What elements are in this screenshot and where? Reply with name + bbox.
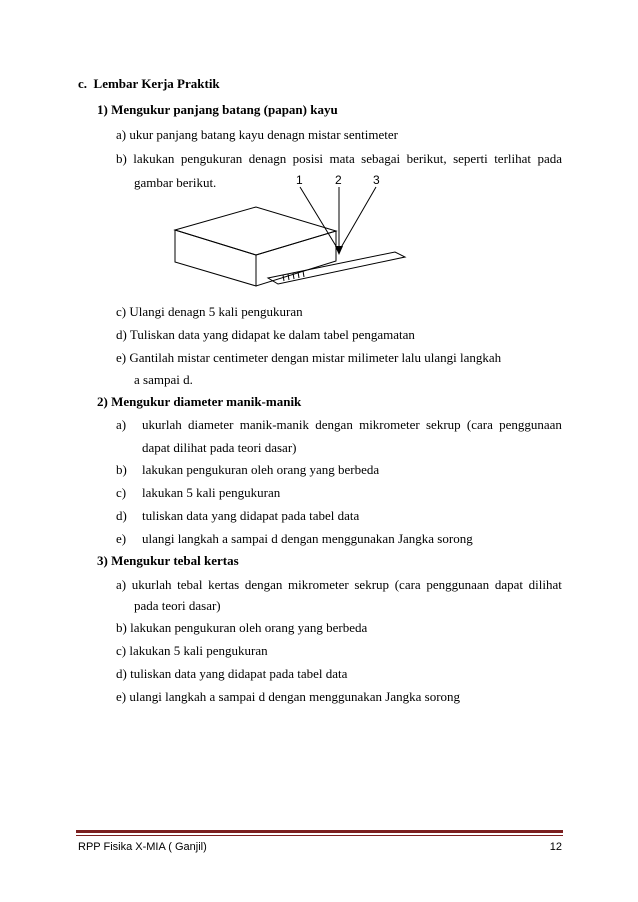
figure-label-1: 1 xyxy=(296,173,303,187)
footer-left-text: RPP Fisika X-MIA ( Ganjil) xyxy=(78,841,207,853)
word: lakukan xyxy=(133,151,175,166)
word: sekrup xyxy=(354,577,390,592)
word: seperti xyxy=(453,151,488,166)
word: mata xyxy=(329,151,355,166)
word: diameter xyxy=(187,417,234,432)
part1-item-b-continued: gambar berikut. xyxy=(134,175,217,190)
ruler-tick xyxy=(288,274,289,280)
part2-item-b: lakukan pengukuran oleh orang yang berbeda xyxy=(142,462,380,477)
part2-item-a-continued: dapat dilihat pada teori dasar) xyxy=(142,440,297,455)
section-heading xyxy=(78,76,220,92)
part1-item-d: d) Tuliskan data yang didapat ke dalam tabel pengamatan xyxy=(116,327,415,342)
block-front-face xyxy=(175,230,256,286)
part1-item-e-continued: a sampai d. xyxy=(134,372,193,387)
word: mikrometer xyxy=(288,577,349,592)
part3-item-a xyxy=(116,577,562,593)
word: sebagai xyxy=(361,151,401,166)
part3-item-a-continued: pada teori dasar) xyxy=(134,598,221,613)
word: mikrometer xyxy=(359,417,420,432)
word: pada xyxy=(537,151,562,166)
word: dengan xyxy=(244,577,283,592)
part1-item-a: a) ukur panjang batang kayu denagn mistar sentimeter xyxy=(116,127,398,142)
word: ukurlah xyxy=(142,417,182,432)
word: berikut, xyxy=(406,151,447,166)
part2-item-c-marker: c) xyxy=(116,485,127,500)
word: manik-manik xyxy=(239,417,310,432)
ruler-tick xyxy=(283,275,284,281)
word: tebal xyxy=(177,577,203,592)
footer-rule-thin xyxy=(76,835,563,836)
word: dilihat xyxy=(528,577,562,592)
part1-heading: 1) Mengukur panjang batang (papan) kayu xyxy=(97,102,338,117)
part3-heading: 3) Mengukur tebal kertas xyxy=(97,553,239,568)
part2-item-e: ulangi langkah a sampai d dengan menggunakan Jangka sorong xyxy=(142,531,473,546)
part2-item-a-marker: a) xyxy=(116,417,127,432)
sight-line-3 xyxy=(339,187,376,251)
part2-item-c: lakukan 5 kali pengukuran xyxy=(142,485,281,500)
figure-label-2: 2 xyxy=(335,173,342,187)
word: (cara xyxy=(394,577,421,592)
block-top-face xyxy=(175,207,336,255)
page-number: 12 xyxy=(549,841,562,853)
part2-item-b-marker: b) xyxy=(116,462,127,477)
figure-label-3: 3 xyxy=(373,173,380,187)
measurement-figure xyxy=(0,165,638,305)
word: sekrup xyxy=(425,417,461,432)
word: dapat xyxy=(494,577,523,592)
part1-item-e: e) Gantilah mistar centimeter dengan mistar milimeter lalu ulangi langkah xyxy=(116,350,502,365)
word: terlihat xyxy=(494,151,532,166)
footer-rule-thick xyxy=(76,830,563,833)
part2-item-d: tuliskan data yang didapat pada tabel data xyxy=(142,508,360,523)
section-marker: c. xyxy=(78,76,88,91)
ruler-tick xyxy=(303,271,304,277)
part1-item-c: c) Ulangi denagn 5 kali pengukuran xyxy=(116,304,303,319)
word: penggunaan xyxy=(426,577,490,592)
part2-item-d-marker: d) xyxy=(116,508,127,523)
word: denagn xyxy=(248,151,287,166)
part2-item-a xyxy=(142,417,562,433)
word: kertas xyxy=(208,577,240,592)
word: b) xyxy=(116,151,127,166)
word: a) xyxy=(116,577,127,592)
word: (cara xyxy=(466,417,493,432)
word: dengan xyxy=(315,417,353,432)
part3-item-b: b) lakukan pengukuran oleh orang yang berbeda xyxy=(116,620,368,635)
section-title: Lembar Kerja Praktik xyxy=(93,76,220,91)
part3-item-e: e) ulangi langkah a sampai d dengan menggunakan Jangka sorong xyxy=(116,689,461,704)
word: penggunaan xyxy=(499,417,562,432)
sight-line-1 xyxy=(300,187,339,251)
part2-item-e-marker: e) xyxy=(116,531,127,546)
word: posisi xyxy=(292,151,324,166)
word: ukurlah xyxy=(131,577,172,592)
part3-item-d: d) tuliskan data yang didapat pada tabel data xyxy=(116,666,348,681)
part2-heading: 2) Mengukur diameter manik-manik xyxy=(97,394,302,409)
word: pengukuran xyxy=(180,151,243,166)
part3-item-c: c) lakukan 5 kali pengukuran xyxy=(116,643,268,658)
